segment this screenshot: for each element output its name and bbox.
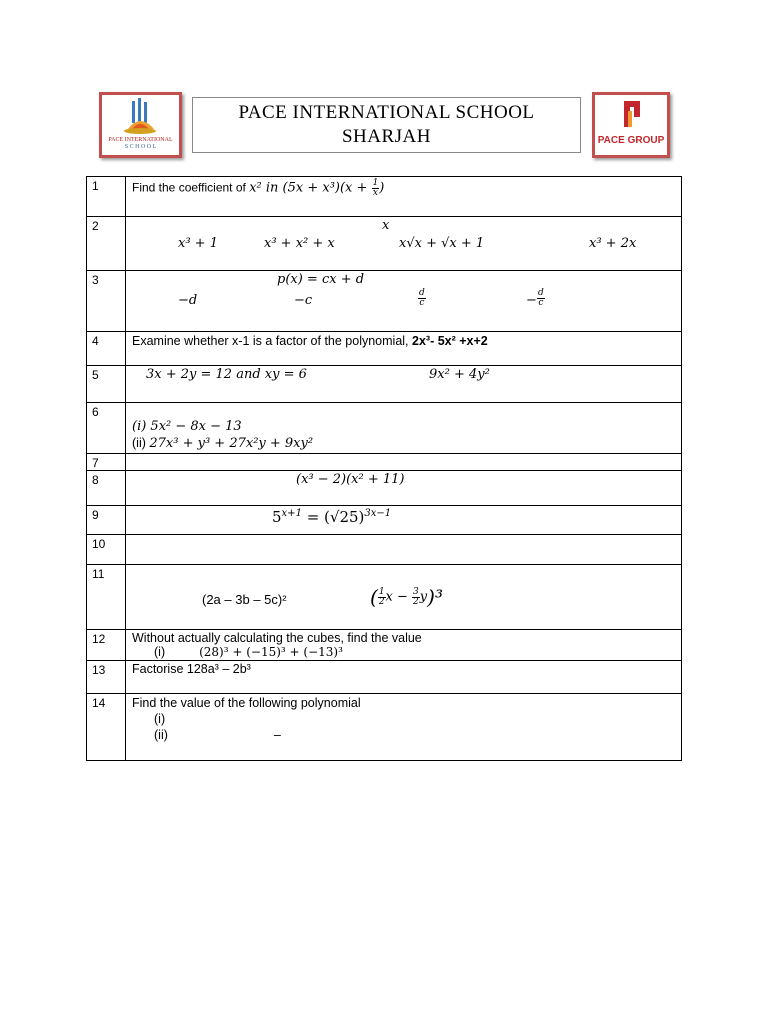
question-row: [87, 271, 682, 332]
sub-question-i: (i): [154, 712, 166, 726]
question-expression-b: [370, 585, 443, 609]
close-paren-cubed: )³: [427, 585, 443, 609]
question-number: 3: [87, 271, 126, 332]
question-row: [87, 366, 682, 403]
exponent: 3x−1: [364, 508, 392, 519]
question-row: [87, 506, 682, 535]
equation-rhs: = (√25): [301, 508, 365, 526]
question-content: [126, 535, 682, 565]
question-row: [87, 177, 682, 217]
question-number: 10: [87, 535, 126, 565]
question-content: [126, 471, 682, 506]
question-text: Find the coefficient of: [132, 180, 246, 195]
logo-left-subtext: S C H O O L: [124, 144, 157, 150]
option-b: −c: [294, 293, 313, 308]
fraction-denominator: c: [419, 298, 425, 308]
question-row: [87, 217, 682, 271]
question-content: [126, 177, 682, 217]
fraction-denominator: 2: [378, 596, 385, 607]
option-c: [418, 289, 426, 308]
option-d: x³ + 2x: [589, 236, 637, 251]
question-table: [86, 176, 682, 761]
fraction-denominator: c: [538, 298, 544, 308]
sub-question-ii: (ii): [154, 728, 168, 742]
question-row: [87, 535, 682, 565]
question-content: [126, 661, 682, 694]
question-math: x: [382, 218, 390, 233]
option-a: −d: [178, 293, 198, 308]
question-math-target: 9x² + 4y²: [429, 367, 490, 382]
question-number: 9: [87, 506, 126, 535]
school-title-box: [192, 97, 581, 153]
sub-question-label: (i): [154, 645, 166, 659]
exponent-base: 5: [272, 508, 282, 526]
question-row: [87, 332, 682, 366]
question-math: p(x) = cx + d: [277, 272, 365, 287]
sub-question-label: (ii): [132, 436, 150, 450]
question-number: 11: [87, 565, 126, 630]
variable-y: y: [419, 589, 428, 605]
question-math: [272, 508, 391, 526]
question-content: [126, 506, 682, 535]
option-d: [537, 289, 545, 308]
school-logo-left: [99, 92, 182, 158]
open-paren: (: [370, 585, 378, 609]
question-content: [126, 271, 682, 332]
question-row: [87, 403, 682, 454]
question-number: 4: [87, 332, 126, 366]
fraction-numerator: d: [538, 288, 544, 298]
question-expression-a: (2a – 3b – 5c)²: [202, 592, 287, 607]
question-number: 8: [87, 471, 126, 506]
fraction-numerator: d: [419, 288, 425, 298]
question-content: [126, 217, 682, 271]
question-text: Without actually calculating the cubes, find the value: [132, 631, 422, 645]
question-math: x² in (5x + x³)(x +: [249, 180, 372, 196]
option-a: x³ + 1: [178, 236, 218, 251]
question-content: [126, 630, 682, 661]
question-row: [87, 565, 682, 630]
question-content: [126, 366, 682, 403]
pace-group-logo: [592, 92, 670, 158]
question-row: [87, 661, 682, 694]
school-name-line1: PACE INTERNATIONAL SCHOOL: [238, 102, 535, 123]
exponent: x+1: [281, 508, 302, 519]
question-content: [126, 454, 682, 471]
question-row: [87, 454, 682, 471]
question-number: 6: [87, 403, 126, 454]
question-number: 13: [87, 661, 126, 694]
question-text: Factorise 128a³ – 2b³: [132, 662, 251, 676]
sub-question-expression: (28)³ + (−15)³ + (−13)³: [199, 645, 343, 659]
sub-question-ii: 27x³ + y³ + 27x²y + 9xy²: [149, 436, 314, 451]
question-number: 1: [87, 177, 126, 217]
question-math-end: ): [379, 180, 385, 196]
expression-middle: x −: [385, 589, 413, 605]
logo-left-text: PACE INTERNATIONAL: [108, 137, 173, 143]
dash-mark: –: [273, 728, 281, 742]
question-text: Find the value of the following polynomial: [132, 696, 361, 710]
question-math: 3x + 2y = 12 and xy = 6: [146, 367, 307, 382]
question-row: [87, 471, 682, 506]
sub-question-i: (i) 5x² − 8x − 13: [132, 419, 242, 434]
fraction-denominator: 2: [413, 596, 419, 607]
option-b: x³ + x² + x: [264, 236, 335, 251]
question-content: [126, 694, 682, 761]
question-content: [126, 403, 682, 454]
fraction-numerator: 1: [372, 178, 379, 188]
fraction-denominator: x: [372, 188, 378, 198]
option-d-sign: −: [526, 293, 537, 308]
logo-right-text: PACE GROUP: [597, 135, 665, 146]
fraction-numerator: 3: [413, 586, 419, 597]
question-content: [126, 565, 682, 630]
pace-group-logo-icon: [595, 95, 667, 155]
fraction-numerator: 1: [378, 586, 385, 597]
question-text: Examine whether x-1 is a factor of the polynomial,: [132, 334, 409, 348]
question-row: [87, 694, 682, 761]
question-number: 5: [87, 366, 126, 403]
question-row: [87, 630, 682, 661]
question-content: [126, 332, 682, 366]
question-math: (x³ − 2)(x² + 11): [296, 472, 405, 487]
question-number: 2: [87, 217, 126, 271]
polynomial-expression: 2x³- 5x² +x+2: [412, 334, 488, 348]
question-number: 7: [87, 454, 126, 471]
question-number: 12: [87, 630, 126, 661]
school-name-line2: SHARJAH: [341, 126, 432, 147]
option-c: x√x + √x + 1: [399, 236, 485, 251]
question-number: 14: [87, 694, 126, 761]
